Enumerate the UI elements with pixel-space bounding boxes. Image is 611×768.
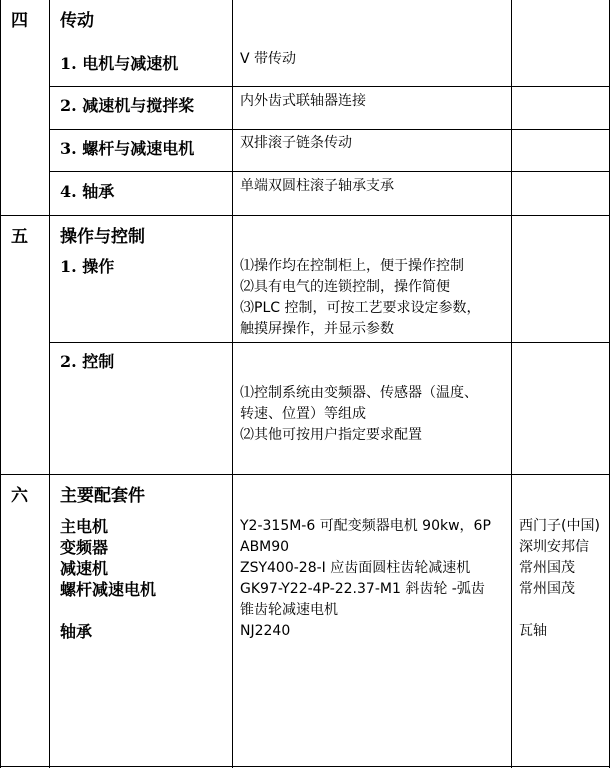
component-supplier: 常州国茂 xyxy=(519,581,575,597)
component-spec: 锥齿轮减速电机 xyxy=(240,602,338,618)
transmission-label-1: 1. 电机与减速机 xyxy=(60,54,179,73)
table-border-col2 xyxy=(232,0,233,768)
section-title-6: 主要配套件 xyxy=(60,486,145,506)
component-supplier: 深圳安邦信 xyxy=(519,539,589,555)
transmission-value-1: V 带传动 xyxy=(240,51,297,67)
operation-line-4: 触摸屏操作，并显示参数 xyxy=(240,321,394,337)
control-line-1: ⑴控制系统由变频器、传感器（温度、 xyxy=(240,385,478,401)
row-line-5 xyxy=(49,342,610,343)
section-number-6: 六 xyxy=(11,486,28,506)
row-line-1 xyxy=(49,86,610,87)
component-spec: ZSY400-28-I 应齿面圆柱齿轮减速机 xyxy=(240,560,471,576)
transmission-label-4: 4. 轴承 xyxy=(60,182,115,201)
table-border-left xyxy=(0,0,1,768)
row-line-3 xyxy=(49,171,610,172)
component-spec: GK97-Y22-4P-22.37-M1 斜齿轮 -弧齿 xyxy=(240,581,485,597)
component-label: 轴承 xyxy=(60,622,93,641)
control-line-2: 转速、位置）等组成 xyxy=(240,406,366,422)
section-divider-6 xyxy=(0,474,610,475)
section-title-4: 传动 xyxy=(60,11,94,31)
table-border-col1 xyxy=(49,0,50,768)
component-label: 减速机 xyxy=(60,559,109,578)
table-border-bottom xyxy=(0,766,610,767)
component-supplier: 西门子(中国) xyxy=(519,518,600,534)
operation-line-1: ⑴操作均在控制柜上，便于操作控制 xyxy=(240,258,464,274)
component-label: 变频器 xyxy=(60,538,109,557)
control-label: 2. 控制 xyxy=(60,352,115,371)
section-title-5: 操作与控制 xyxy=(60,227,145,247)
transmission-label-2: 2. 减速机与搅拌桨 xyxy=(60,96,195,115)
section-number-4: 四 xyxy=(11,11,28,31)
operation-label: 1. 操作 xyxy=(60,257,115,276)
component-label: 主电机 xyxy=(60,517,109,536)
row-line-2 xyxy=(49,129,610,130)
component-spec: ABM90 xyxy=(240,539,290,555)
table-border-right xyxy=(609,0,610,768)
transmission-label-3: 3. 螺杆与减速电机 xyxy=(60,139,195,158)
operation-line-3: ⑶PLC 控制，可按工艺要求设定参数， xyxy=(240,300,481,316)
component-spec: NJ2240 xyxy=(240,623,291,639)
transmission-value-4: 单端双圆柱滚子轴承支承 xyxy=(240,178,394,194)
section-number-5: 五 xyxy=(11,227,28,247)
transmission-value-2: 内外齿式联轴器连接 xyxy=(240,93,366,109)
control-line-3: ⑵其他可按用户指定要求配置 xyxy=(240,427,422,443)
operation-line-2: ⑵具有电气的连锁控制，操作简便 xyxy=(240,279,450,295)
section-divider-5 xyxy=(0,215,610,216)
component-spec: Y2-315M-6 可配变频器电机 90kw，6P xyxy=(240,518,491,534)
component-supplier: 瓦轴 xyxy=(519,623,547,639)
transmission-value-3: 双排滚子链条传动 xyxy=(240,135,352,151)
component-supplier: 常州国茂 xyxy=(519,560,575,576)
component-label: 螺杆减速电机 xyxy=(60,580,157,599)
table-border-col3 xyxy=(511,0,512,768)
